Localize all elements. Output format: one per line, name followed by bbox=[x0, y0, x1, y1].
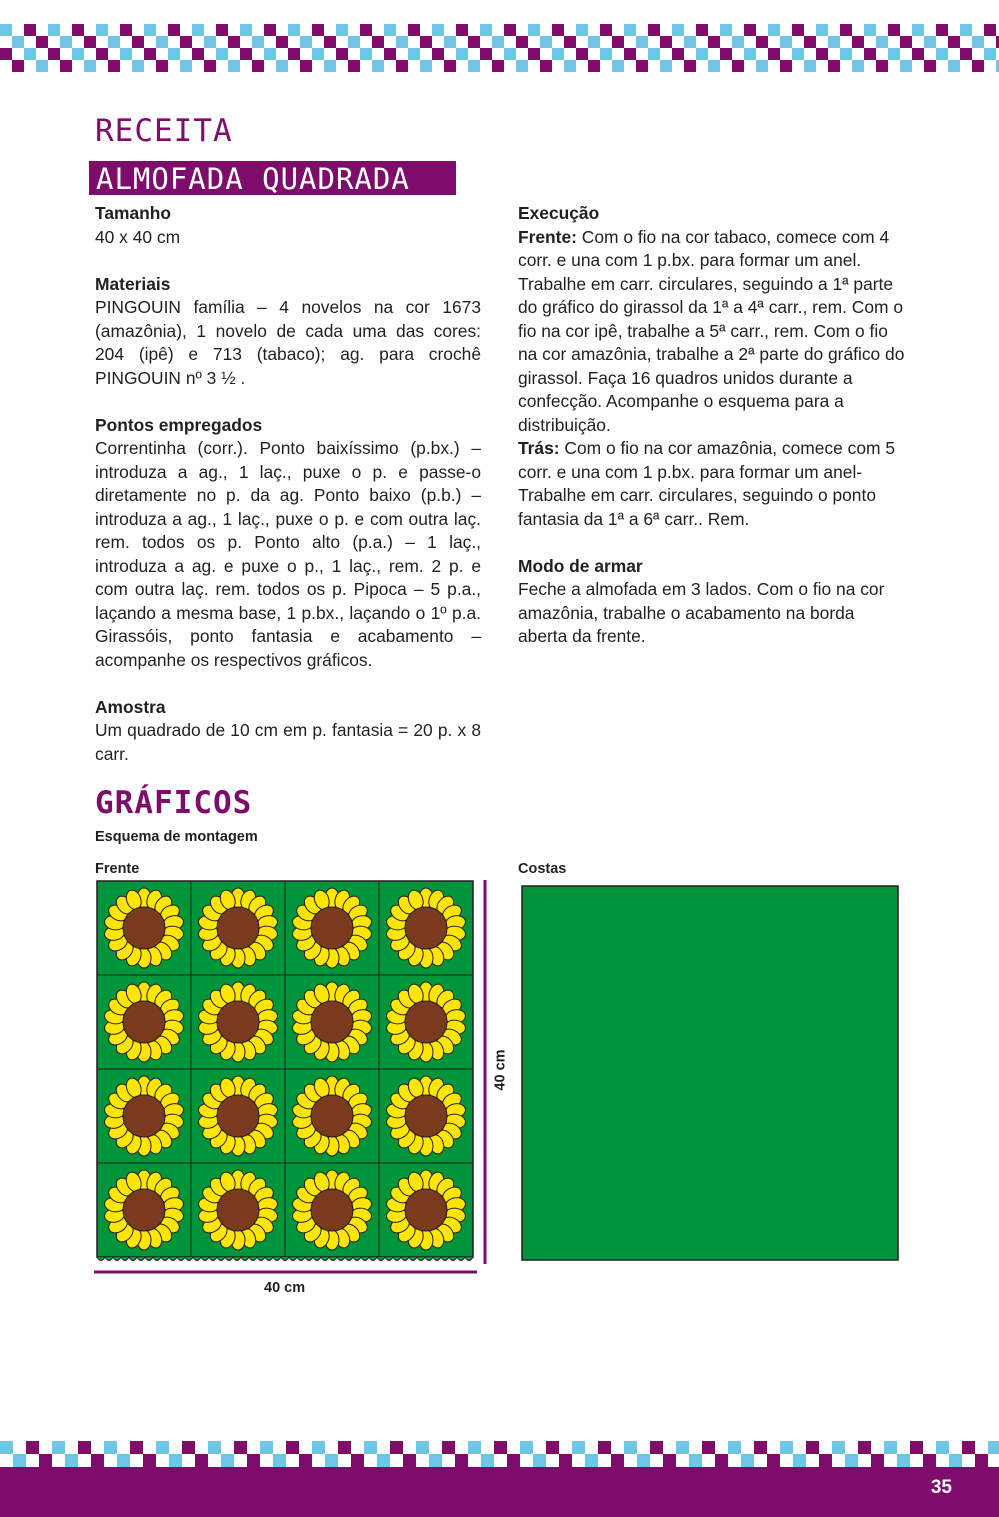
right-column bbox=[518, 202, 906, 649]
tamanho-heading: Tamanho bbox=[95, 203, 172, 223]
tamanho-text: 40 x 40 cm bbox=[95, 226, 181, 247]
checker-square bbox=[144, 48, 156, 60]
checker-square bbox=[168, 48, 180, 60]
checker-square bbox=[132, 36, 144, 48]
checker-square bbox=[546, 1441, 559, 1454]
checker-square bbox=[312, 24, 324, 36]
sunflower-center bbox=[217, 1189, 259, 1231]
checker-square bbox=[960, 24, 972, 36]
checker-square bbox=[637, 1454, 650, 1467]
checker-square bbox=[384, 48, 396, 60]
checker-square bbox=[377, 1454, 390, 1467]
checker-square bbox=[648, 24, 660, 36]
checker-square bbox=[276, 36, 288, 48]
checker-square bbox=[612, 36, 624, 48]
checker-square bbox=[24, 24, 36, 36]
checker-square bbox=[864, 48, 876, 60]
checker-square bbox=[420, 60, 432, 72]
checker-square bbox=[240, 24, 252, 36]
checker-square bbox=[442, 1441, 455, 1454]
checker-square bbox=[741, 1454, 754, 1467]
checker-square bbox=[180, 60, 192, 72]
checker-square bbox=[585, 1454, 598, 1467]
checker-square bbox=[492, 60, 504, 72]
checker-square bbox=[65, 1454, 78, 1467]
frente-label: Frente: bbox=[518, 226, 577, 247]
checker-square bbox=[948, 36, 960, 48]
checker-square bbox=[988, 1441, 999, 1454]
checker-square bbox=[660, 60, 672, 72]
checker-square bbox=[96, 48, 108, 60]
checker-square bbox=[660, 36, 672, 48]
checker-square bbox=[962, 1441, 975, 1454]
checker-square bbox=[0, 24, 12, 36]
checker-square bbox=[36, 36, 48, 48]
checker-square bbox=[708, 60, 720, 72]
checker-square bbox=[84, 60, 96, 72]
checker-square bbox=[897, 1454, 910, 1467]
checker-square bbox=[598, 1441, 611, 1454]
checker-square bbox=[663, 1454, 676, 1467]
checker-square bbox=[702, 1441, 715, 1454]
checker-square bbox=[832, 1441, 845, 1454]
checker-square bbox=[372, 60, 384, 72]
checker-square bbox=[528, 24, 540, 36]
checker-square bbox=[728, 1441, 741, 1454]
frente-text: Com o fio na cor tabaco, comece com 4 corr. e una com 1 p.bx. para formar um anel. Trabalhe em carr. circulares, seguindo a 1ª parte do gráfico do girassol da 1ª a 4ª carr., rem. Com o fio na cor ipê, trabalhe a 5ª carr., rem. Com o fio na cor amazônia, trabalhe a 2ª parte do gráfico do girassol. Faça 16 quadros unidos durante a confecção. Acompanhe o esquema para a distribuição. bbox=[518, 226, 905, 435]
left-column bbox=[95, 202, 481, 766]
checker-square bbox=[858, 1441, 871, 1454]
checker-square bbox=[684, 36, 696, 48]
checker-square bbox=[600, 24, 612, 36]
checker-square bbox=[444, 36, 456, 48]
width-dimension-label: 40 cm bbox=[264, 1280, 306, 1296]
checker-square bbox=[552, 24, 564, 36]
checker-square bbox=[975, 1454, 988, 1467]
checker-square bbox=[852, 60, 864, 72]
sunflower-center bbox=[405, 1095, 447, 1137]
checker-square bbox=[221, 1454, 234, 1467]
checker-square bbox=[936, 1441, 949, 1454]
checker-square bbox=[360, 24, 372, 36]
checker-square bbox=[672, 48, 684, 60]
checker-square bbox=[324, 60, 336, 72]
checker-square bbox=[130, 1441, 143, 1454]
checker-square bbox=[624, 1441, 637, 1454]
checker-square bbox=[624, 48, 636, 60]
checker-square bbox=[312, 48, 324, 60]
checker-square bbox=[768, 24, 780, 36]
frente-diagram bbox=[93, 878, 493, 1278]
checker-square bbox=[516, 36, 528, 48]
checker-square bbox=[564, 36, 576, 48]
pontos-heading: Pontos empregados bbox=[95, 414, 263, 435]
checker-square bbox=[828, 36, 840, 48]
checker-square bbox=[36, 60, 48, 72]
receita-heading: RECEITA bbox=[95, 113, 233, 149]
checker-square bbox=[480, 48, 492, 60]
checker-square bbox=[192, 48, 204, 60]
checker-square bbox=[432, 48, 444, 60]
checker-square bbox=[72, 24, 84, 36]
checker-square bbox=[504, 48, 516, 60]
checker-square bbox=[768, 48, 780, 60]
checker-square bbox=[312, 1441, 325, 1454]
checker-square bbox=[528, 48, 540, 60]
checker-square bbox=[636, 36, 648, 48]
sunflower-center bbox=[311, 907, 353, 949]
checker-square bbox=[252, 60, 264, 72]
sunflower-center bbox=[405, 1001, 447, 1043]
checker-square bbox=[299, 1454, 312, 1467]
checker-square bbox=[273, 1454, 286, 1467]
checker-square bbox=[108, 36, 120, 48]
checker-square bbox=[364, 1441, 377, 1454]
title-band bbox=[89, 161, 456, 195]
checker-square bbox=[871, 1454, 884, 1467]
checker-square bbox=[403, 1454, 416, 1467]
checker-square bbox=[576, 48, 588, 60]
footer-bar bbox=[0, 1467, 999, 1517]
checker-square bbox=[780, 1441, 793, 1454]
checker-square bbox=[360, 48, 372, 60]
checker-square bbox=[432, 24, 444, 36]
checker-square bbox=[559, 1454, 572, 1467]
checker-square bbox=[455, 1454, 468, 1467]
checker-square bbox=[672, 24, 684, 36]
checker-square bbox=[408, 24, 420, 36]
materiais-heading: Materiais bbox=[95, 273, 171, 294]
checker-square bbox=[60, 60, 72, 72]
graficos-heading: GRÁFICOS bbox=[95, 785, 253, 821]
checker-square bbox=[492, 36, 504, 48]
checker-square bbox=[408, 48, 420, 60]
checker-square bbox=[648, 48, 660, 60]
frente-paragraph bbox=[518, 226, 906, 438]
height-dimension-label: 40 cm bbox=[492, 1049, 509, 1091]
checker-square bbox=[696, 24, 708, 36]
checker-square bbox=[104, 1441, 117, 1454]
checker-square bbox=[336, 48, 348, 60]
checker-square bbox=[228, 36, 240, 48]
checker-square bbox=[792, 24, 804, 36]
checker-square bbox=[720, 48, 732, 60]
checker-square bbox=[520, 1441, 533, 1454]
checker-square bbox=[900, 36, 912, 48]
checker-square bbox=[588, 60, 600, 72]
checker-square bbox=[390, 1441, 403, 1454]
checker-square bbox=[372, 36, 384, 48]
checker-square bbox=[420, 36, 432, 48]
checker-square bbox=[396, 36, 408, 48]
checker-square bbox=[912, 24, 924, 36]
checker-square bbox=[456, 24, 468, 36]
checker-square bbox=[120, 48, 132, 60]
checker-square bbox=[972, 60, 984, 72]
checker-square bbox=[228, 60, 240, 72]
checker-square bbox=[72, 48, 84, 60]
checker-square bbox=[429, 1454, 442, 1467]
checker-square bbox=[744, 24, 756, 36]
checker-square bbox=[208, 1441, 221, 1454]
checker-square bbox=[949, 1454, 962, 1467]
checker-square bbox=[756, 36, 768, 48]
checker-square bbox=[864, 24, 876, 36]
checker-square bbox=[960, 48, 972, 60]
checker-square bbox=[480, 24, 492, 36]
checker-square bbox=[468, 36, 480, 48]
checker-square bbox=[120, 24, 132, 36]
checker-square bbox=[516, 60, 528, 72]
checker-square bbox=[444, 60, 456, 72]
checker-square bbox=[247, 1454, 260, 1467]
checker-square bbox=[715, 1454, 728, 1467]
checker-square bbox=[144, 24, 156, 36]
sunflower-center bbox=[123, 1001, 165, 1043]
execucao-heading: Execução bbox=[518, 203, 600, 223]
checker-square bbox=[288, 24, 300, 36]
checker-square bbox=[507, 1454, 520, 1467]
sunflower-center bbox=[311, 1095, 353, 1137]
checker-square bbox=[840, 48, 852, 60]
checker-square bbox=[910, 1441, 923, 1454]
checker-square bbox=[91, 1454, 104, 1467]
checker-square bbox=[924, 60, 936, 72]
checker-square bbox=[936, 24, 948, 36]
checker-square bbox=[351, 1454, 364, 1467]
checker-square bbox=[216, 24, 228, 36]
sunflower-center bbox=[123, 1095, 165, 1137]
tras-label: Trás: bbox=[518, 438, 560, 458]
checker-square bbox=[252, 36, 264, 48]
recipe-title: ALMOFADA QUADRADA bbox=[96, 162, 410, 196]
checker-square bbox=[612, 60, 624, 72]
checker-square bbox=[876, 36, 888, 48]
checker-square bbox=[923, 1454, 936, 1467]
tras-paragraph bbox=[518, 437, 906, 531]
checker-square bbox=[300, 36, 312, 48]
checker-square bbox=[793, 1454, 806, 1467]
checker-square bbox=[494, 1441, 507, 1454]
checker-square bbox=[540, 60, 552, 72]
checker-square bbox=[143, 1454, 156, 1467]
checker-square bbox=[888, 48, 900, 60]
checker-square bbox=[264, 24, 276, 36]
checker-square bbox=[168, 24, 180, 36]
checker-square bbox=[720, 24, 732, 36]
tras-text: Com o fio na cor amazônia, comece com 5 corr. e una com 1 p.bx. para formar um anel- Trabalhe em carr. circulares, seguindo o ponto fantasia da 1ª a 6ª carr.. Rem. bbox=[518, 438, 895, 529]
checker-square bbox=[804, 60, 816, 72]
checker-square bbox=[852, 36, 864, 48]
checker-square bbox=[650, 1441, 663, 1454]
modo-heading: Modo de armar bbox=[518, 555, 643, 576]
checker-square bbox=[52, 1441, 65, 1454]
checker-square bbox=[876, 60, 888, 72]
checker-square bbox=[416, 1441, 429, 1454]
checker-square bbox=[756, 60, 768, 72]
checker-square bbox=[182, 1441, 195, 1454]
checker-square bbox=[576, 24, 588, 36]
checker-square bbox=[396, 60, 408, 72]
pontos-text: Correntinha (corr.). Ponto baixíssimo (p.bx.) – introduza a ag., 1 laç., puxe o p. e passe-o diretamente no p. da ag. Ponto baixo (p.b.) – introduza a ag., 1 laç., puxe o p. e com outra laç. rem. todos os p. Ponto alto (p.a.) – 1 laç., introduza a ag. e puxe o p., 1 laç., rem. 2 p. e com outra laç. rem. todos os p. Pipoca – 5 p.a., laçando a mesma base, 1 p.bx., laçando o 1º p.a. Girassóis, ponto fantasia e acabamento – acompanhe os respectivos gráficos. bbox=[95, 438, 481, 670]
costas-panel bbox=[522, 886, 898, 1260]
materiais-text: PINGOUIN família – 4 novelos na cor 1673 (amazônia), 1 novelo de cada uma das cores: 204 (ipê) e 713 (tabaco); ag. para crochê PINGOUIN nº 3 ½ . bbox=[95, 297, 481, 388]
checker-square bbox=[192, 24, 204, 36]
checker-square bbox=[264, 48, 276, 60]
checker-square bbox=[936, 48, 948, 60]
page-number: 35 bbox=[930, 1477, 952, 1498]
checker-square bbox=[84, 36, 96, 48]
checker-square bbox=[234, 1441, 247, 1454]
costas-diagram bbox=[520, 884, 902, 1264]
checker-square bbox=[117, 1454, 130, 1467]
checker-square bbox=[900, 60, 912, 72]
costas-diagram-label: Costas bbox=[518, 861, 567, 877]
checker-square bbox=[564, 60, 576, 72]
checker-square bbox=[156, 60, 168, 72]
checker-square bbox=[336, 24, 348, 36]
checker-square bbox=[0, 1441, 13, 1454]
checker-square bbox=[108, 60, 120, 72]
checker-square bbox=[325, 1454, 338, 1467]
checker-square bbox=[504, 24, 516, 36]
checker-square bbox=[754, 1441, 767, 1454]
checker-square bbox=[348, 36, 360, 48]
checker-square bbox=[0, 48, 12, 60]
checker-square bbox=[972, 36, 984, 48]
checker-square bbox=[696, 48, 708, 60]
scalloped-edge bbox=[97, 1257, 473, 1261]
checker-square bbox=[816, 24, 828, 36]
checker-square bbox=[533, 1454, 546, 1467]
checker-square bbox=[48, 48, 60, 60]
checker-square bbox=[78, 1441, 91, 1454]
sunflower-center bbox=[311, 1189, 353, 1231]
checker-square bbox=[60, 36, 72, 48]
checker-square bbox=[216, 48, 228, 60]
checker-square bbox=[732, 36, 744, 48]
checker-square bbox=[48, 24, 60, 36]
checker-square bbox=[12, 36, 24, 48]
bottom-checker-border bbox=[0, 1441, 999, 1467]
modo-text: Feche a almofada em 3 lados. Com o fio na cor amazônia, trabalhe o acabamento na borda aberta da frente. bbox=[518, 579, 885, 646]
checker-square bbox=[806, 1441, 819, 1454]
checker-square bbox=[300, 60, 312, 72]
checker-square bbox=[948, 60, 960, 72]
checker-square bbox=[819, 1454, 832, 1467]
frente-diagram-label: Frente bbox=[95, 861, 140, 877]
checker-square bbox=[732, 60, 744, 72]
checker-square bbox=[888, 24, 900, 36]
checker-square bbox=[845, 1454, 858, 1467]
checker-square bbox=[744, 48, 756, 60]
sunflower-center bbox=[405, 1189, 447, 1231]
esquema-label: Esquema de montagem bbox=[95, 829, 258, 845]
checker-square bbox=[156, 36, 168, 48]
amostra-text: Um quadrado de 10 cm em p. fantasia = 20 p. x 8 carr. bbox=[95, 720, 481, 764]
checker-square bbox=[288, 48, 300, 60]
checker-square bbox=[676, 1441, 689, 1454]
checker-square bbox=[324, 36, 336, 48]
checker-square bbox=[924, 36, 936, 48]
checker-square bbox=[588, 36, 600, 48]
top-checker-border bbox=[0, 24, 999, 72]
sunflower-center bbox=[123, 907, 165, 949]
checker-square bbox=[684, 60, 696, 72]
checker-square bbox=[39, 1454, 52, 1467]
checker-square bbox=[984, 48, 996, 60]
checker-square bbox=[96, 24, 108, 36]
checker-square bbox=[572, 1441, 585, 1454]
checker-square bbox=[792, 48, 804, 60]
checker-square bbox=[12, 60, 24, 72]
checker-square bbox=[767, 1454, 780, 1467]
checker-square bbox=[540, 36, 552, 48]
checker-square bbox=[276, 60, 288, 72]
checker-square bbox=[600, 48, 612, 60]
sunflower-center bbox=[217, 1001, 259, 1043]
checker-square bbox=[240, 48, 252, 60]
checker-square bbox=[24, 48, 36, 60]
checker-square bbox=[624, 24, 636, 36]
checker-square bbox=[816, 48, 828, 60]
checker-square bbox=[708, 36, 720, 48]
checker-square bbox=[780, 36, 792, 48]
checker-square bbox=[169, 1454, 182, 1467]
sunflower-center bbox=[405, 907, 447, 949]
checker-square bbox=[804, 36, 816, 48]
sunflower-center bbox=[311, 1001, 353, 1043]
checker-square bbox=[13, 1454, 26, 1467]
checker-square bbox=[912, 48, 924, 60]
checker-square bbox=[132, 60, 144, 72]
checker-square bbox=[481, 1454, 494, 1467]
checker-square bbox=[204, 60, 216, 72]
amostra-heading: Amostra bbox=[95, 696, 166, 717]
sunflower-center bbox=[217, 907, 259, 949]
checker-square bbox=[204, 36, 216, 48]
checker-square bbox=[468, 1441, 481, 1454]
checker-square bbox=[195, 1454, 208, 1467]
checker-square bbox=[286, 1441, 299, 1454]
checker-square bbox=[552, 48, 564, 60]
checker-square bbox=[180, 36, 192, 48]
checker-square bbox=[636, 60, 648, 72]
checker-square bbox=[468, 60, 480, 72]
checker-square bbox=[260, 1441, 273, 1454]
checker-square bbox=[984, 24, 996, 36]
checker-square bbox=[456, 48, 468, 60]
checker-square bbox=[338, 1441, 351, 1454]
checker-square bbox=[26, 1441, 39, 1454]
sunflower-center bbox=[217, 1095, 259, 1137]
checker-square bbox=[611, 1454, 624, 1467]
checker-square bbox=[384, 24, 396, 36]
checker-square bbox=[689, 1454, 702, 1467]
checker-square bbox=[780, 60, 792, 72]
checker-square bbox=[884, 1441, 897, 1454]
checker-square bbox=[828, 60, 840, 72]
checker-square bbox=[348, 60, 360, 72]
checker-square bbox=[840, 24, 852, 36]
sunflower-center bbox=[123, 1189, 165, 1231]
checker-square bbox=[156, 1441, 169, 1454]
